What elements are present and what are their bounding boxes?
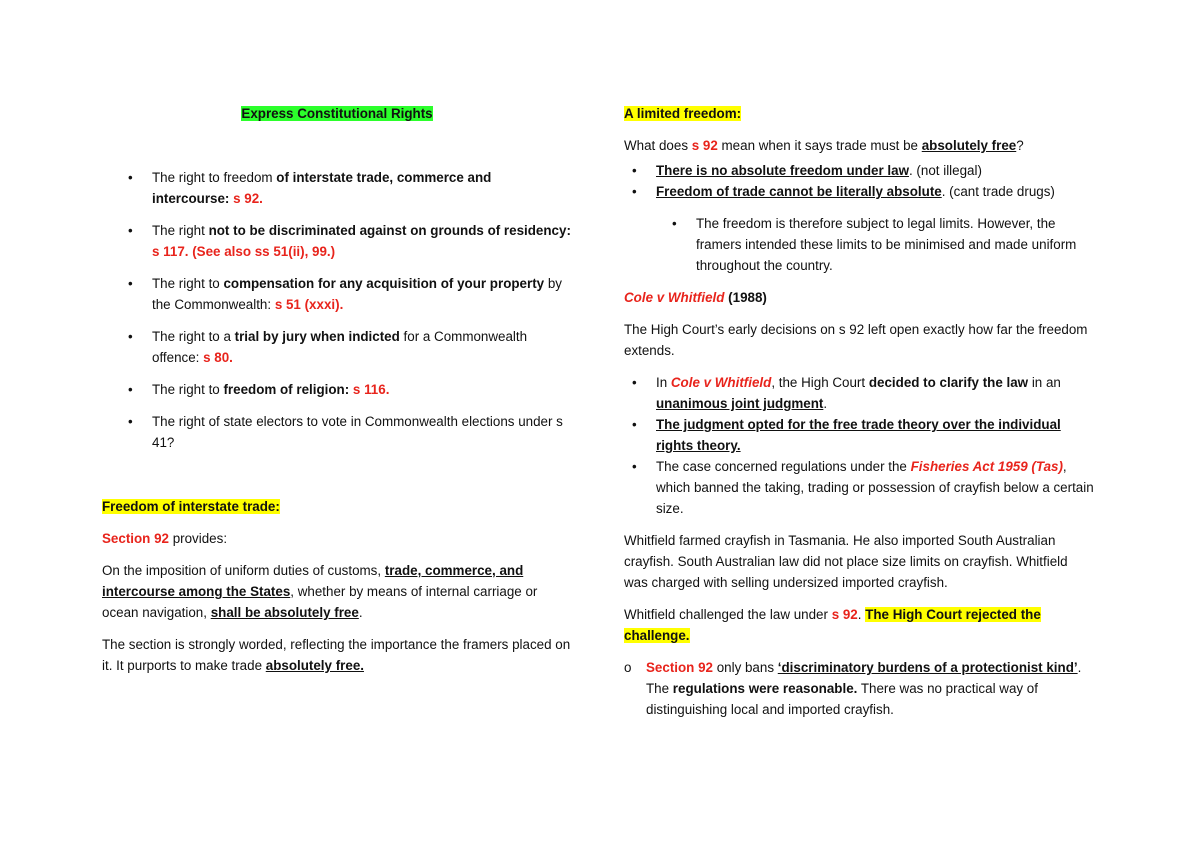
list-item: • The right to a trial by jury when indicted for a Commonwealth offence: s 80. <box>152 326 572 368</box>
express-rights-heading: Express Constitutional Rights <box>241 106 433 121</box>
left-column <box>102 103 572 676</box>
list-item: • The right to freedom of religion: s 116. <box>152 379 572 400</box>
rights-list <box>128 167 572 453</box>
bullet-icon: • <box>128 329 133 344</box>
bullet-icon: • <box>128 414 133 429</box>
list-item: • Freedom of trade cannot be literally absolute. (cant trade drugs) <box>656 181 1094 202</box>
list-item: • The right of state electors to vote in Commonwealth elections under s 41? <box>152 411 572 453</box>
case-facts: Whitfield farmed crayfish in Tasmania. He also imported South Australian crayfish. South Australian law did not place size limits on crayfish. Whitfield was charged with selling undersized imported crayfish. <box>624 533 1068 590</box>
list-item: • In Cole v Whitfield, the High Court decided to clarify the law in an unanimous joint judgment. <box>656 372 1094 414</box>
case-heading: Cole v Whitfield (1988) <box>624 290 767 305</box>
bullet-icon: • <box>632 184 637 199</box>
bullet-icon: • <box>632 417 637 432</box>
list-item: • The right not to be discriminated against on grounds of residency: s 117. (See also ss 51(ii), 99.) <box>152 220 572 262</box>
challenge-line: Whitfield challenged the law under s 92. The High Court rejected the challenge. <box>624 607 1041 643</box>
bullet-icon: • <box>128 170 133 185</box>
question-line: What does s 92 mean when it says trade must be absolutely free? <box>624 138 1024 153</box>
section-commentary: The section is strongly worded, reflecting the importance the framers placed on it. It purports to make trade absolutely free. <box>102 637 571 673</box>
section-92-quote: On the imposition of uniform duties of customs, trade, commerce, and intercourse among the States, whether by means of internal carriage or ocean navigation, shall be absolutely free. <box>102 563 538 620</box>
bullet-icon: • <box>672 216 677 231</box>
provides-line: Section 92 provides: <box>102 531 228 546</box>
section-heading: Freedom of interstate trade: <box>102 499 280 514</box>
bullet-icon: • <box>632 375 637 390</box>
holding-list <box>624 657 1094 720</box>
list-item: • The right to freedom of interstate trade, commerce and intercourse: s 92. <box>152 167 572 209</box>
bullet-icon: • <box>128 382 133 397</box>
limited-freedom-heading: A limited freedom: <box>624 106 742 121</box>
circle-bullet-icon: o <box>624 660 632 675</box>
limits-list <box>632 160 1094 202</box>
bullet-icon: • <box>632 459 637 474</box>
right-column <box>624 103 1094 720</box>
sub-list <box>672 213 1094 276</box>
bullet-icon: • <box>128 276 133 291</box>
bullet-icon: • <box>128 223 133 238</box>
list-item: • The case concerned regulations under the Fisheries Act 1959 (Tas), which banned the taking, trading or possession of crayfish below a certain size. <box>656 456 1094 519</box>
case-intro: The High Court’s early decisions on s 92 left open exactly how far the freedom extends. <box>624 322 1088 358</box>
list-item: • The judgment opted for the free trade theory over the individual rights theory. <box>656 414 1094 456</box>
list-item: • The right to compensation for any acquisition of your property by the Commonwealth: s 51 (xxxi). <box>152 273 572 315</box>
bullet-icon: • <box>632 163 637 178</box>
list-item: o Section 92 only bans ‘discriminatory burdens of a protectionist kind’. The regulations were reasonable. There was no practical way of distinguishing local and imported crayfish. <box>646 657 1094 720</box>
list-item: • The freedom is therefore subject to legal limits. However, the framers intended these limits to be minimised and made uniform throughout the country. <box>696 213 1094 276</box>
list-item: • There is no absolute freedom under law. (not illegal) <box>656 160 1094 181</box>
case-list <box>632 372 1094 519</box>
